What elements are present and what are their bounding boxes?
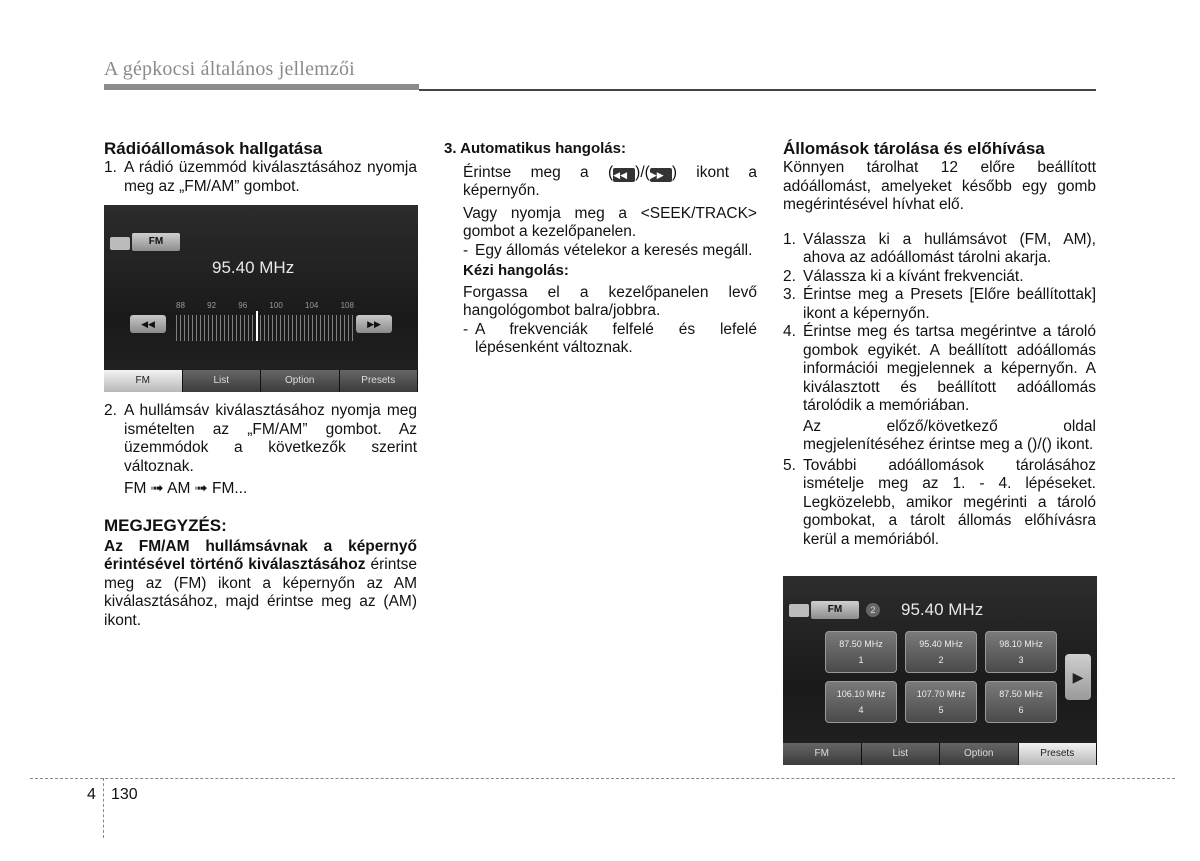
preset-frequency: 87.50 MHz — [999, 689, 1043, 699]
preset-number: 1 — [858, 655, 864, 665]
header-rule-thick — [104, 84, 419, 90]
header-rule-thin — [419, 89, 1096, 91]
list-number: 5. — [783, 456, 796, 474]
auto-tuning-heading: 3. Automatikus hangolás: — [444, 140, 626, 157]
note-text: érintse meg az (FM) ikont a képernyőn az AM kiválasztásához, majd érintse meg az (AM) ikont. — [104, 556, 417, 629]
list-number: 4. — [783, 323, 796, 340]
footer-divider — [30, 778, 1175, 779]
list-number: 3. — [783, 286, 796, 303]
text-fragment: )/( — [635, 163, 650, 181]
preset-button-3[interactable] — [985, 631, 1057, 673]
band-sequence: FM ➟ AM ➟ FM... — [124, 480, 248, 497]
auto-tuning-text — [463, 164, 757, 201]
preset-button-5[interactable] — [905, 681, 977, 723]
text-fragment: ) ikont a képernyőn. — [463, 163, 757, 199]
preset-button-4[interactable] — [825, 681, 897, 723]
dash-marker: - — [463, 320, 469, 338]
list-item — [783, 323, 1096, 416]
list-item — [783, 268, 1096, 287]
note-paragraph — [104, 538, 417, 631]
list-item-extra: Az előző/következő oldal megjelenítéséhez érintse meg a ()/() ikont. — [803, 417, 1096, 453]
radio-icon — [789, 604, 809, 617]
tuning-scale-labels — [176, 301, 354, 310]
preset-number: 5 — [938, 705, 944, 715]
list-item — [783, 286, 1096, 323]
preset-frequency: 98.10 MHz — [999, 639, 1043, 649]
dash-text: A frekvenciák felfelé és lefelé lépésenként változnak. — [475, 320, 757, 356]
frequency-display: 95.40 MHz — [212, 258, 295, 277]
page-header-title: A gépkocsi általános jellemzői — [104, 58, 355, 80]
manual-tuning-text: Forgassa el a kezelőpanelen levő hangológombot balra/jobbra. — [463, 283, 757, 319]
list-item — [104, 402, 417, 476]
scale-label: 108 — [340, 301, 354, 310]
column-1-lower — [104, 402, 417, 630]
list-text: A rádió üzemmód kiválasztásához nyomja meg az „FM/AM” gombot. — [124, 159, 417, 195]
fast-forward-icon: ▶▶ — [650, 168, 672, 182]
page-number: 130 — [111, 786, 138, 803]
list-item — [104, 159, 417, 196]
list-item — [783, 231, 1096, 268]
seek-track-text: Vagy nyomja meg a <SEEK/TRACK> gombot a kezelőpanelen. — [463, 204, 757, 240]
tab-option[interactable]: Option — [940, 743, 1019, 765]
list-text: Válassza ki a hullámsávot (FM, AM), ahova az adóállomást tárolni akarja. — [803, 230, 1096, 266]
band-chip: FM — [811, 601, 859, 619]
preset-number: 3 — [1018, 655, 1024, 665]
scale-label: 104 — [305, 301, 319, 310]
dash-marker: - — [463, 241, 469, 259]
page-number-badge: 2 — [866, 603, 880, 617]
auto-tuning-body — [444, 164, 757, 358]
text-fragment: Érintse meg a ( — [463, 163, 614, 181]
list-text: További adóállomások tárolásához ismételje meg az 1. - 4. lépéseket. Legközelebb, amikor megérinti a tároló gombokat, a tárolt állomás előhívásra kerül a memóriából. — [803, 456, 1096, 548]
frequency-display: 95.40 MHz — [901, 600, 984, 619]
list-number: 1. — [783, 230, 796, 248]
tab-presets[interactable]: Presets — [1019, 743, 1098, 765]
preset-button-1[interactable] — [825, 631, 897, 673]
note-heading: MEGJEGYZÉS: — [104, 515, 227, 535]
scale-label: 100 — [269, 301, 283, 310]
preset-grid — [825, 631, 1057, 723]
tab-list[interactable]: List — [183, 370, 262, 392]
column-3 — [783, 138, 1096, 549]
note-bold-text: Az FM/AM hullámsávnak a képernyő érintésével történő kiválasztásához — [104, 537, 417, 573]
tab-option[interactable]: Option — [261, 370, 340, 392]
radio-icon — [110, 237, 130, 250]
dash-text: Egy állomás vételekor a keresés megáll. — [475, 241, 753, 259]
preset-frequency: 106.10 MHz — [836, 689, 886, 699]
dash-item — [463, 321, 757, 358]
list-number: 1. — [104, 159, 117, 176]
next-page-button[interactable]: ▶ — [1065, 654, 1091, 700]
list-text: Érintse meg és tartsa megérintve a tároló gombok egyikét. A beállított adóállomás információi megjelennek a képernyőn. A kiválasztott és beállított adóállomás tárolódik a memóriában. — [803, 323, 1096, 414]
preset-number: 4 — [858, 705, 864, 715]
list-number: 2. — [104, 402, 117, 419]
band-chip: FM — [132, 233, 180, 251]
tab-fm[interactable]: FM — [104, 370, 183, 392]
radio-screen-image — [104, 205, 418, 392]
preset-frequency: 87.50 MHz — [839, 639, 883, 649]
rewind-icon: ◀◀ — [613, 168, 635, 182]
preset-frequency: 95.40 MHz — [919, 639, 963, 649]
seek-forward-button[interactable]: ▶▶ — [356, 315, 392, 333]
presets-intro: Könnyen tárolhat 12 előre beállított adóállomást, amelyeket később egy gomb megérintésével hívhat elő. — [783, 159, 1096, 213]
column-2 — [444, 140, 757, 358]
list-text: Válassza ki a kívánt frekvenciát. — [803, 267, 1024, 285]
chapter-number: 4 — [87, 786, 96, 803]
preset-frequency: 107.70 MHz — [916, 689, 966, 699]
tab-list[interactable]: List — [862, 743, 941, 765]
tuning-needle — [256, 311, 258, 341]
preset-number: 6 — [1018, 705, 1024, 715]
scale-label: 96 — [238, 301, 248, 310]
manual-tuning-heading: Kézi hangolás: — [463, 262, 569, 279]
list-number: 2. — [783, 267, 796, 285]
column-1 — [104, 138, 417, 196]
presets-screen-image — [783, 576, 1097, 765]
scale-label: 92 — [207, 301, 217, 310]
preset-number: 2 — [938, 655, 944, 665]
list-text: Érintse meg a Presets [Előre beállítottak] ikont a képernyőn. — [803, 286, 1096, 322]
list-text: A hullámsáv kiválasztásához nyomja meg ismételten az „FM/AM” gombot. Az üzemmódok a következők szerint változnak. — [124, 402, 417, 475]
tab-presets[interactable]: Presets — [340, 370, 419, 392]
section-heading-radio: Rádióállomások hallgatása — [104, 139, 323, 158]
presets-steps — [783, 231, 1096, 550]
scale-label: 88 — [176, 301, 185, 310]
screen-tab-bar — [783, 743, 1097, 765]
dash-item — [463, 242, 757, 261]
list-item — [783, 457, 1096, 550]
footer-vertical-divider — [103, 778, 104, 838]
section-heading-presets: Állomások tárolása és előhívása — [783, 139, 1045, 158]
screen-tab-bar — [104, 370, 418, 392]
preset-button-6[interactable] — [985, 681, 1057, 723]
seek-back-button[interactable]: ◀◀ — [130, 315, 166, 333]
tuning-scale — [176, 315, 354, 341]
tab-fm[interactable]: FM — [783, 743, 862, 765]
preset-button-2[interactable] — [905, 631, 977, 673]
